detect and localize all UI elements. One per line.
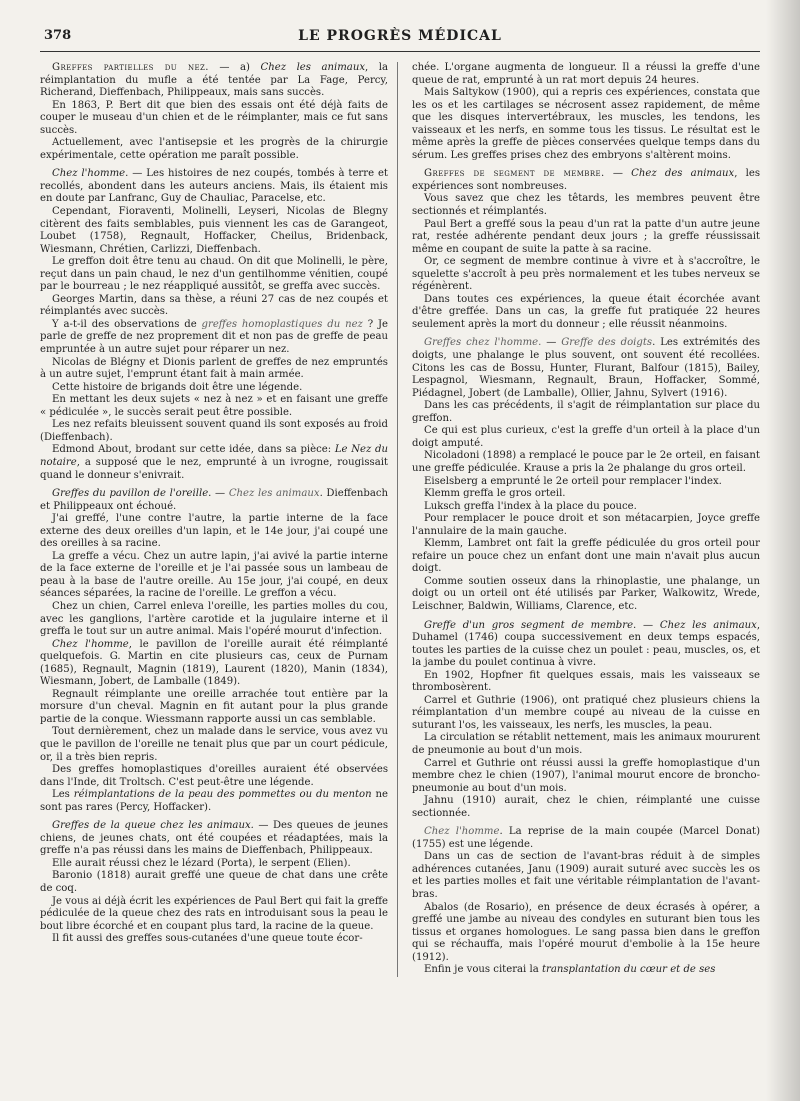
- page-number: 378: [44, 28, 72, 43]
- subheading: Chez l'homme: [52, 638, 129, 650]
- paragraph: En 1902, Hopfner fit quelques essais, mais les vaisseaux se thrombosèrent.: [412, 669, 760, 694]
- paragraph: Jahnu (1910) aurait, chez le chien, réimplanté une cuisse sectionnée.: [412, 795, 760, 819]
- subheading: Chez l'homme.: [52, 168, 129, 180]
- paragraph: Les nez refaits bleuissent souvent quand ils sont exposés au froid (Dieffenbach).: [40, 419, 388, 443]
- paragraph: Les réimplantations de la peau des pommettes ou du menton ne sont pas rares (Percy, Hoffacker).: [40, 789, 388, 813]
- paragraph: Baronio (1818) aurait greffé une queue de chat dans une crête de coq.: [40, 870, 388, 894]
- paragraph: Greffes chez l'homme. — Greffe des doigts. Les extrémités des doigts, une phalange le plus souvent, ont souvent été recollées. Citons les cas de Bossu, Hunter, Flurant, Balfour (1815), Bailey, Lespagnol, Wiesmann, Regnault, Braun, Hoffacker, Sommé, Piédagnel, Jobert (de Lamballe), Ollier, Jahnu, Sylvert (1916).: [412, 337, 761, 399]
- paragraph: Chez l'homme. — Les histoires de nez coupés, tombés à terre et recollés, abondent dans les auteurs anciens. Mais, ils étaient mis en doute par Lanfranc, Guy de Chauliac, Paracelse, etc.: [40, 168, 388, 205]
- paragraph: Tout dernièrement, chez un malade dans le service, vous avez vu que le pavillon de l'oreille ne tenait plus que par un court pédicule, or, il a très bien repris.: [40, 726, 388, 763]
- paragraph: Eiselsberg a emprunté le 2e orteil pour remplacer l'index.: [424, 475, 722, 487]
- subheading: Chez les animaux: [260, 62, 366, 73]
- subheading: Greffes de la queue chez les animaux.: [52, 820, 254, 832]
- left-column: [40, 62, 398, 977]
- section-heading: Greffes de segment de membre.: [424, 168, 605, 180]
- paragraph: Regnault réimplante une oreille arrachée tout entière par la morsure d'un cheval. Magnin en fit autant pour la plus grande partie de la conque. Wiessmann rapporte aussi un cas semblable.: [40, 688, 388, 725]
- subheading: Chez l'homme: [424, 826, 500, 838]
- paragraph: Abalos (de Rosario), en présence de deux écrasés à opérer, a greffé une jambe au niveau des condyles en suturant bien tous les tissus et organes homologues. Le sang passa bien dans le greffon qui se réchauffa, mais l'opéré mourut d'embolie à la 15e heure (1912).: [412, 901, 760, 963]
- paragraph: Actuellement, avec l'antisepsie et les progrès de la chirurgie expérimentale, cette opération me paraît possible.: [40, 137, 388, 161]
- paragraph: Georges Martin, dans sa thèse, a réuni 27 cas de nez coupés et réimplantés avec succès.: [40, 293, 388, 318]
- paragraph: Carrel et Guthrie (1906), ont pratiqué chez plusieurs chiens la réimplantation d'un membre coupé au niveau de la cuisse en suturant l'os, les vaisseaux, les nerfs, les muscles, la peau.: [412, 694, 760, 731]
- page-header: [40, 28, 760, 52]
- paragraph: Greffes du pavillon de l'oreille. — Chez les animaux. Dieffenbach et Philippeaux ont échoué.: [40, 488, 389, 512]
- paragraph: Luksch greffa l'index à la place du pouce.: [424, 500, 637, 512]
- paragraph: Des greffes homoplastiques d'oreilles auraient été observées dans l'Inde, dit Troltsch. C'est peut-être une légende.: [40, 764, 388, 788]
- paragraph: Dans un cas de section de l'avant-bras réduit à de simples adhérences cutanées, Janu (1909) aurait suturé avec succès les os et les parties molles et fait une véritable réimplantation de l'avant-bras.: [412, 851, 760, 900]
- paragraph: Y a-t-il des observations de greffes homoplastiques du nez ? Je parle de greffe de nez proprement dit et non pas de greffe de peau empruntée à un autre sujet pour réparer un nez.: [40, 318, 388, 356]
- paragraph: En mettant les deux sujets « nez à nez » et en faisant une greffe « pédiculée », le succès serait peut être possible.: [40, 394, 388, 418]
- paragraph: Ce qui est plus curieux, c'est la greffe d'un orteil à la place d'un doigt amputé.: [412, 425, 760, 449]
- paragraph: Greffes partielles du nez. — a) Chez les animaux, la réimplantation du mufle a été tentée par La Fage, Percy, Richerand, Dieffenbach, Philippeaux, mais sans succès.: [40, 62, 388, 99]
- paragraph: Greffes de la queue chez les animaux. — Des queues de jeunes chiens, de jeunes chats, ont été coupées et réadaptées, mais la greffe n'a pas réussi dans les mains de Dieffenbach, Philippeaux.: [40, 820, 389, 857]
- paragraph: Comme soutien osseux dans la rhinoplastie, une phalange, un doigt ou un orteil ont été utilisés par Parker, Walkowitz, Wrede, Leischner, Baldwin, Williams, Clarence, etc.: [412, 575, 760, 612]
- paragraph: Nicoladoni (1898) a remplacé le pouce par le 2e orteil, en faisant une greffe pédiculée. Krause a pris la 2e phalange du gros orteil.: [412, 450, 760, 474]
- paragraph: En 1863, P. Bert dit que bien des essais ont été déjà faits de couper le museau d'un chien et de le réimplanter, mais ce fut sans succès.: [40, 99, 388, 136]
- paragraph: Klemm greffa le gros orteil.: [424, 488, 566, 500]
- paragraph: Vous savez que chez les têtards, les membres peuvent être sectionnés et réimplantés.: [412, 193, 760, 218]
- paragraph: Klemm, Lambret ont fait la greffe pédiculée du gros orteil pour refaire un pouce chez un enfant dont une main n'avait plus aucun doigt.: [412, 538, 760, 575]
- paragraph: Je vous ai déjà écrit les expériences de Paul Bert qui fait la greffe pédiculée de la queue chez des rats en introduisant sous la peau le bout libre écorché et en coupant plus tard, la racine de la queue.: [40, 895, 388, 932]
- paragraph: Chez un chien, Carrel enleva l'oreille, les parties molles du cou, avec les ganglions, l'artère carotide et la jugulaire interne et il greffa le tout sur un autre animal. Mais l'opéré mourut d'infection.: [40, 600, 388, 638]
- paragraph: Le greffon doit être tenu au chaud. On dit que Molinelli, le père, reçut dans un pain chaud, le nez d'un gentilhomme vénitien, coupé par le bourreau ; le nez réappliqué aussitôt, se greffa avec succès.: [40, 256, 388, 293]
- paragraph: Or, ce segment de membre continue à vivre et à s'accroître, le squelette s'accroît à peu près normalement et les tubes nerveux se régénèrent.: [412, 256, 760, 293]
- paragraph: Edmond About, brodant sur cette idée, dans sa pièce: Le Nez du notaire, a supposé que le nez, emprunté à un ivrogne, rougissait quand le donneur s'enivrait.: [40, 444, 389, 481]
- paragraph: Carrel et Guthrie ont réussi aussi la greffe homoplastique d'un membre chez le chien (1907), l'animal mourut encore de broncho-pneumonie au bout d'un mois.: [412, 757, 760, 794]
- text-columns: [40, 62, 760, 977]
- subheading: Greffe d'un gros segment de membre.: [424, 619, 637, 631]
- paragraph: Chez l'homme. La reprise de la main coupée (Marcel Donat) (1755) est une légende.: [412, 826, 761, 850]
- paragraph: Enfin je vous citerai la transplantation du cœur et de ses: [424, 964, 716, 976]
- paragraph: Cependant, Fioraventi, Molinelli, Leyseri, Nicolas de Blegny citèrent des faits semblables, puis viennent les cas de Garangeot, Loubet (1758), Regnault, Hoffacker, Cheilus, Bridenback, Wiesmann, Chrétien, Carlizzi, Dieffenbach.: [40, 206, 388, 255]
- paragraph: Dans toutes ces expériences, la queue était écorchée avant d'être greffée. Dans un cas, la greffe fut pratiquée 22 heures seulement après la mort du donneur ; elle réussit néanmoins.: [412, 293, 760, 330]
- section-heading: Greffes partielles du nez.: [52, 62, 209, 73]
- subheading: Greffes chez l'homme.: [424, 337, 542, 349]
- subheading: Greffes du pavillon de l'oreille.: [52, 488, 212, 500]
- paragraph: chée. L'organe augmenta de longueur. Il a réussi la greffe d'une queue de rat, emprunté à un rat mort depuis 24 heures.: [412, 62, 760, 86]
- paragraph: Greffes de segment de membre. — Chez des animaux, les expériences sont nombreuses.: [412, 168, 761, 192]
- paragraph: La greffe a vécu. Chez un autre lapin, j'ai avivé la partie interne de la face externe de l'oreille et je l'ai passée sous un lambeau de peau à la base de l'autre oreille. Au 15e jour, j'ai coupé, en deux séances séparées, la racine de l'oreille. Le greffon a vécu.: [40, 550, 388, 600]
- paragraph: Pour remplacer le pouce droit et son métacarpien, Joyce greffe l'annulaire de la main gauche.: [412, 513, 760, 537]
- paragraph: Chez l'homme, le pavillon de l'oreille aurait été réimplanté quelquefois. G. Martin en cite plusieurs cas, ceux de Purnam (1685), Regnault, Magnin (1819), Laurent (1820), Manin (1834), Wiesmann, Jobert, de Lamballe (1849).: [40, 638, 388, 688]
- paragraph: Il fit aussi des greffes sous-cutanées d'une queue toute écor-: [52, 933, 363, 945]
- paragraph: Elle aurait réussi chez le lézard (Porta), le serpent (Elien).: [52, 857, 351, 869]
- paragraph: La circulation se rétablit nettement, mais les animaux moururent de pneumonie au bout d'un mois.: [412, 732, 760, 756]
- paragraph: Dans les cas précédents, il s'agit de réimplantation sur place du greffon.: [412, 400, 760, 424]
- right-column: [412, 62, 760, 977]
- paragraph: Greffe d'un gros segment de membre. — Chez les animaux, Duhamel (1746) coupa successivement en deux temps espacés, toutes les parties de la cuisse chez un poulet : peau, muscles, os, et la jambe du poulet continua à vivre.: [412, 619, 761, 669]
- paragraph: Nicolas de Blégny et Dionis parlent de greffes de nez empruntés à un autre sujet, l'emprunt étant fait à main armée.: [40, 356, 388, 381]
- paragraph: Paul Bert a greffé sous la peau d'un rat la patte d'un autre jeune rat, restée adhérente pendant deux jours ; la greffe réussissait même en coupant de suite la patte à sa racine.: [412, 218, 760, 255]
- paragraph: Mais Saltykow (1900), qui a repris ces expériences, constata que les os et les cartilages se nécrosent assez rapidement, de même que les disques intervertébraux, les muscles, les tendons, les vaisseaux et les nerfs, en somme tous les tissus. Le résultat est le même après la greffe de pièces conservées quelque temps dans du sérum. Les greffes prises chez des embryons s'altèrent moins.: [412, 87, 760, 161]
- paragraph: J'ai greffé, l'une contre l'autre, la partie interne de la face externe des deux oreilles d'un lapin, et le 14e jour, j'ai coupé une des oreilles à sa racine.: [40, 513, 388, 550]
- subheading: Chez des animaux: [631, 168, 735, 180]
- paragraph: Cette histoire de brigands doit être une légende.: [52, 381, 303, 393]
- journal-title: LE PROGRÈS MÉDICAL: [298, 28, 502, 44]
